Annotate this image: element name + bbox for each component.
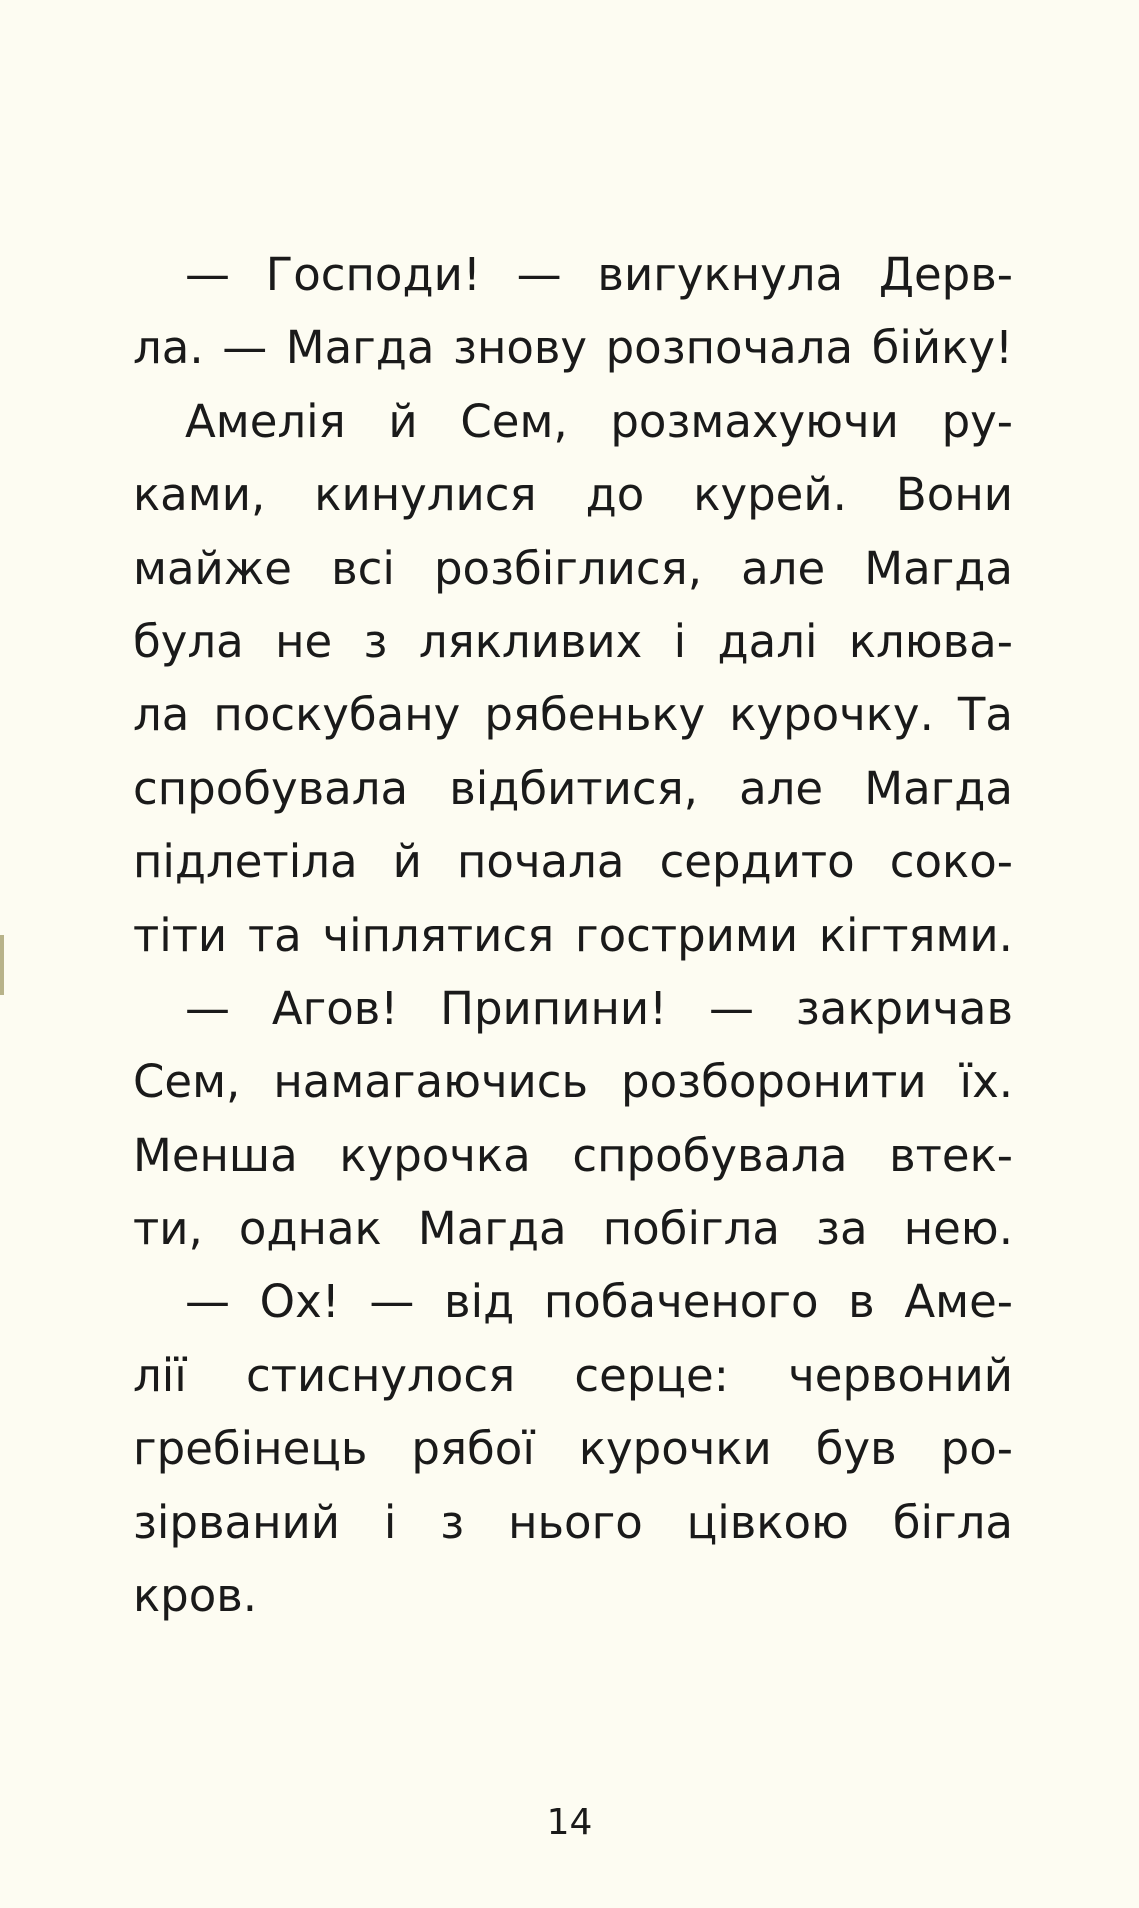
text-line: ками, кинулися до курей. Вони	[133, 468, 1013, 522]
text-line: — Ох! — від побаченого в Аме-	[185, 1275, 1013, 1329]
body-text	[133, 238, 1013, 1632]
text-line: ла. — Магда знову розпочала бійку!	[133, 321, 1013, 375]
text-line: тіти та чіплятися гострими кігтями.	[133, 908, 1013, 962]
text-line: підлетіла й почала сердито соко-	[133, 835, 1013, 889]
text-line: спробувала відбитися, але Магда	[133, 761, 1013, 815]
text-line: Менша курочка спробувала втек-	[133, 1128, 1013, 1182]
text-line: — Господи! — вигукнула Дерв-	[185, 248, 1013, 301]
text-line: гребінець рябої курочки був ро-	[133, 1422, 1013, 1476]
text-line: зірваний і з нього цівкою бігла	[133, 1495, 1013, 1549]
text-line: ла поскубану рябеньку курочку. Та	[133, 688, 1013, 742]
text-line: лії стиснулося серце: червоний	[133, 1348, 1013, 1402]
text-line: ти, однак Магда побігла за нею.	[133, 1202, 1013, 1256]
text-line: майже всі розбіглися, але Магда	[133, 541, 1013, 595]
text-line: Сем, намагаючись розборонити їх.	[133, 1055, 1013, 1109]
text-line: кров.	[133, 1569, 258, 1623]
page-number: 14	[546, 1802, 593, 1843]
text-line: — Агов! Припини! — закричав	[185, 981, 1013, 1035]
page-edge-mark	[0, 935, 4, 995]
text-line: Амелія й Сем, розмахуючи ру-	[185, 394, 1013, 448]
text-line: була не з лякливих і далі клюва-	[133, 614, 1013, 668]
